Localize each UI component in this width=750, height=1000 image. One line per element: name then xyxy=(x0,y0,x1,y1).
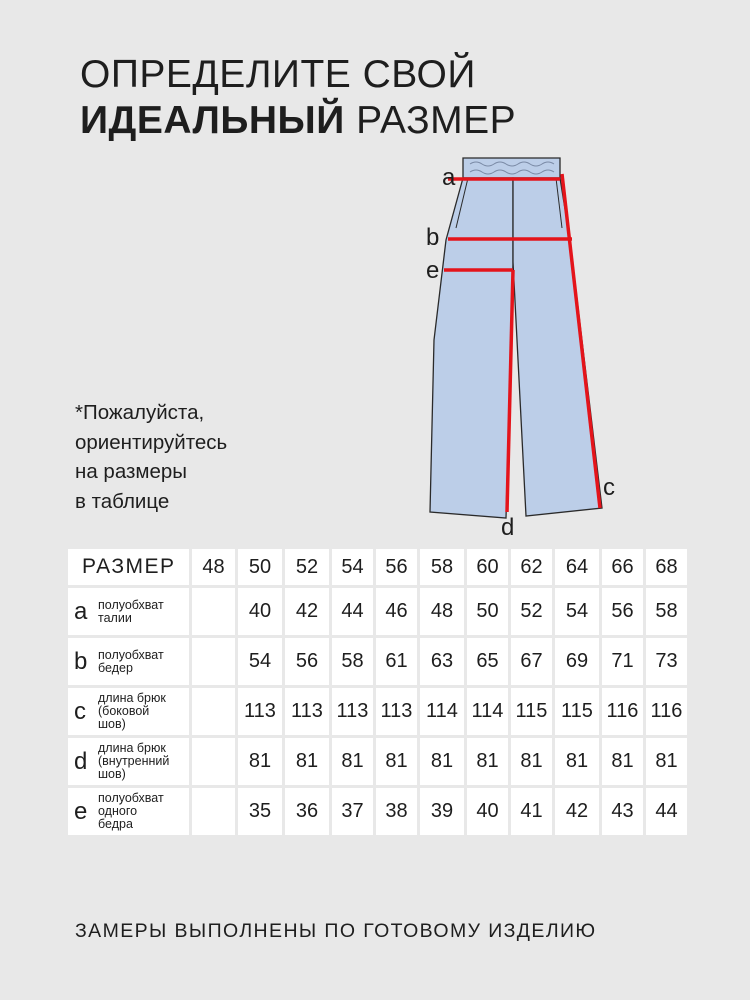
table-cell xyxy=(192,638,235,685)
table-cell: 71 xyxy=(602,638,643,685)
table-cell: 58 xyxy=(332,638,373,685)
pants-right-leg xyxy=(513,178,602,516)
table-cell: 56 xyxy=(602,588,643,635)
title-line-1: ОПРЕДЕЛИТЕ СВОЙ xyxy=(80,53,476,96)
row-desc-line: шов) xyxy=(98,767,126,781)
row-letter: b xyxy=(74,647,88,675)
table-cell: 81 xyxy=(376,738,417,785)
row-desc-line: шов) xyxy=(98,717,126,731)
size-header-cell: 62 xyxy=(511,549,552,585)
table-cell xyxy=(192,588,235,635)
note-line: на размеры xyxy=(75,460,188,483)
pants-left-leg xyxy=(430,178,513,518)
table-cell: 115 xyxy=(511,688,552,735)
size-header-cell: 52 xyxy=(285,549,329,585)
row-desc-line: бедер xyxy=(98,660,133,675)
row-desc-line: одного xyxy=(98,804,138,818)
table-cell: 44 xyxy=(332,588,373,635)
label-a: a xyxy=(442,164,456,191)
table-cell: 114 xyxy=(420,688,464,735)
table-row xyxy=(68,588,687,635)
size-header-cell: 58 xyxy=(420,549,464,585)
size-header-cell: 68 xyxy=(646,549,687,585)
table-cell: 73 xyxy=(646,638,687,685)
table-cell: 39 xyxy=(420,788,464,835)
row-desc-line: бедра xyxy=(98,817,133,831)
table-row xyxy=(68,688,687,735)
table-cell: 81 xyxy=(646,738,687,785)
table-cell: 48 xyxy=(420,588,464,635)
table-cell: 50 xyxy=(467,588,508,635)
size-header-cell: 64 xyxy=(555,549,599,585)
table-cell: 35 xyxy=(238,788,282,835)
table-cell: 67 xyxy=(511,638,552,685)
title-line-2 xyxy=(80,98,516,144)
table-cell: 38 xyxy=(376,788,417,835)
table-cell: 46 xyxy=(376,588,417,635)
table-cell: 40 xyxy=(467,788,508,835)
pants-measurement-diagram xyxy=(410,150,640,545)
label-b: b xyxy=(426,224,440,251)
size-header-cell: 54 xyxy=(332,549,373,585)
row-letter: c xyxy=(74,697,86,725)
table-cell: 44 xyxy=(646,788,687,835)
size-chart-table xyxy=(65,546,690,838)
title-rest-word: РАЗМЕР xyxy=(356,99,517,142)
table-cell: 37 xyxy=(332,788,373,835)
table-cell: 61 xyxy=(376,638,417,685)
table-header-row xyxy=(68,549,687,585)
row-letter: a xyxy=(74,597,88,625)
size-header-cell: 50 xyxy=(238,549,282,585)
table-cell: 52 xyxy=(511,588,552,635)
title-bold-word: ИДЕАЛЬНЫЙ xyxy=(80,99,345,142)
row-desc-line: (внутренний xyxy=(98,754,170,768)
footer-note: ЗАМЕРЫ ВЫПОЛНЕНЫ ПО ГОТОВОМУ ИЗДЕЛИЮ xyxy=(75,920,597,942)
table-cell: 113 xyxy=(332,688,373,735)
table-cell: 116 xyxy=(602,688,643,735)
table-cell: 42 xyxy=(555,788,599,835)
pants-illustration xyxy=(410,150,640,545)
table-cell: 63 xyxy=(420,638,464,685)
table-cell: 81 xyxy=(511,738,552,785)
sizing-note xyxy=(75,398,227,516)
table-cell: 58 xyxy=(646,588,687,635)
row-label xyxy=(68,688,189,735)
row-desc-line: полуобхват xyxy=(98,791,164,805)
table-cell: 54 xyxy=(555,588,599,635)
table-cell: 81 xyxy=(467,738,508,785)
label-c: c xyxy=(603,474,615,501)
table-row xyxy=(68,738,687,785)
row-label xyxy=(68,788,189,835)
table-cell: 40 xyxy=(238,588,282,635)
row-label xyxy=(68,588,189,635)
table-cell: 81 xyxy=(332,738,373,785)
table-cell xyxy=(192,788,235,835)
table-cell: 81 xyxy=(238,738,282,785)
table-cell: 69 xyxy=(555,638,599,685)
size-header-cell: 48 xyxy=(192,549,235,585)
table-cell: 81 xyxy=(285,738,329,785)
table-cell xyxy=(192,688,235,735)
note-line: ориентируйтесь xyxy=(75,430,228,454)
note-line: в таблице xyxy=(75,489,170,513)
row-letter: d xyxy=(74,747,88,775)
size-header-cell: 56 xyxy=(376,549,417,585)
note-line: *Пожалуйста, xyxy=(75,401,205,424)
table-cell: 54 xyxy=(238,638,282,685)
row-label xyxy=(68,738,189,785)
table-cell: 56 xyxy=(285,638,329,685)
table-cell: 65 xyxy=(467,638,508,685)
row-desc-line: (боковой xyxy=(98,704,150,718)
table-cell: 81 xyxy=(420,738,464,785)
table-cell: 36 xyxy=(285,788,329,835)
row-desc-line: длина брюк xyxy=(98,691,166,705)
row-label xyxy=(68,638,189,685)
pants-waistband xyxy=(463,158,560,178)
row-desc-line: полуобхват xyxy=(98,597,164,612)
table-cell: 81 xyxy=(602,738,643,785)
table-cell: 114 xyxy=(467,688,508,735)
table-row xyxy=(68,638,687,685)
table-cell xyxy=(192,738,235,785)
label-e: e xyxy=(426,257,440,284)
table-row xyxy=(68,788,687,835)
table-cell: 113 xyxy=(376,688,417,735)
size-header-cell: 66 xyxy=(602,549,643,585)
table-cell: 42 xyxy=(285,588,329,635)
row-desc-line: талии xyxy=(98,610,132,625)
table-cell: 115 xyxy=(555,688,599,735)
row-letter: e xyxy=(74,797,88,825)
table-cell: 41 xyxy=(511,788,552,835)
table-cell: 113 xyxy=(285,688,329,735)
size-header-cell: 60 xyxy=(467,549,508,585)
row-desc-line: длина брюк xyxy=(98,741,166,755)
table-cell: 43 xyxy=(602,788,643,835)
row-desc-line: полуобхват xyxy=(98,647,164,662)
page-title xyxy=(80,52,516,144)
table-cell: 116 xyxy=(646,688,687,735)
table-cell: 113 xyxy=(238,688,282,735)
size-header-label: РАЗМЕР xyxy=(68,549,189,585)
table-cell: 81 xyxy=(555,738,599,785)
label-d: d xyxy=(501,514,515,541)
